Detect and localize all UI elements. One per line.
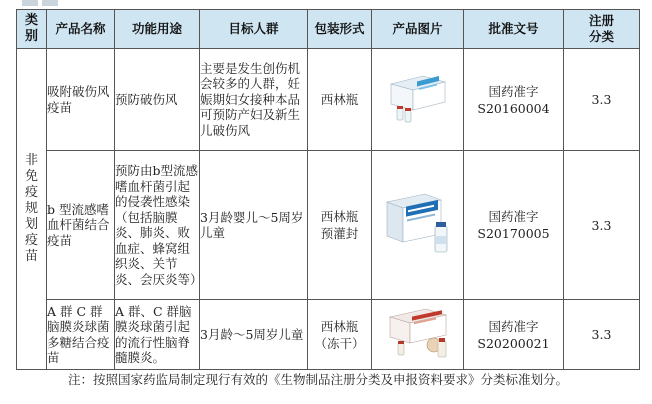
header-approval-number: 批准文号: [464, 10, 564, 49]
registration-class: 3.3: [564, 300, 640, 370]
approval-number: 国药准字 S20200021: [464, 300, 564, 370]
target-group: 3月龄～5周岁儿童: [200, 300, 308, 370]
header-registration-class: 注册分类: [564, 10, 640, 49]
target-group: 3月龄婴儿～5周岁儿童: [200, 151, 308, 300]
table-footnote: 注：按照国家药监局制定现行有效的《生物制品注册分类及申报资料要求》分类标准划分。: [68, 372, 569, 387]
product-image: [372, 151, 464, 300]
approval-number: 国药准字 S20170005: [464, 151, 564, 300]
product-function: 预防破伤风: [115, 49, 200, 151]
header-product-name: 产品名称: [47, 10, 115, 49]
registration-class: 3.3: [564, 151, 640, 300]
header-category: 类别: [17, 10, 47, 49]
top-edge-fragments: [0, 0, 652, 8]
vaccine-box-photo-icon: [383, 70, 453, 126]
product-name: 吸附破伤风疫苗: [47, 49, 115, 151]
approval-number: 国药准字 S20160004: [464, 49, 564, 151]
product-name: A 群 C 群脑膜炎球菌多糖结合疫苗: [47, 300, 115, 370]
packaging: 西林瓶 （冻干）: [308, 300, 372, 370]
product-function: A 群、C 群脑膜炎球菌引起的流行性脑脊髓膜炎。: [115, 300, 200, 370]
table-row: [17, 49, 640, 151]
header-packaging: 包装形式: [308, 10, 372, 49]
product-image: [372, 300, 464, 370]
vaccine-box-photo-icon: [382, 305, 454, 361]
category-label: 非免疫规划疫苗: [24, 153, 38, 264]
header-function: 功能用途: [115, 10, 200, 49]
table-row: [17, 151, 640, 300]
category-cell: [17, 49, 47, 370]
vaccine-box-photo-icon: [381, 186, 455, 260]
packaging: 西林瓶 预灌封: [308, 151, 372, 300]
registration-class: 3.3: [564, 49, 640, 151]
table-row: [17, 300, 640, 370]
packaging: 西林瓶: [308, 49, 372, 151]
table-header-row: [17, 10, 640, 49]
product-image: [372, 49, 464, 151]
header-target-group: 目标人群: [200, 10, 308, 49]
product-function: 预防由b型流感嗜血杆菌引起的侵袭性感染（包括脑膜炎、肺炎、败血症、蜂窝组织炎、关节炎、会厌炎等）: [115, 151, 200, 300]
target-group: 主要是发生创伤机会较多的人群，妊娠期妇女接种本品可预防产妇及新生儿破伤风: [200, 49, 308, 151]
product-name: b 型流感嗜血杆菌结合疫苗: [47, 151, 115, 300]
vaccine-products-table: [16, 9, 640, 370]
header-product-image: 产品图片: [372, 10, 464, 49]
